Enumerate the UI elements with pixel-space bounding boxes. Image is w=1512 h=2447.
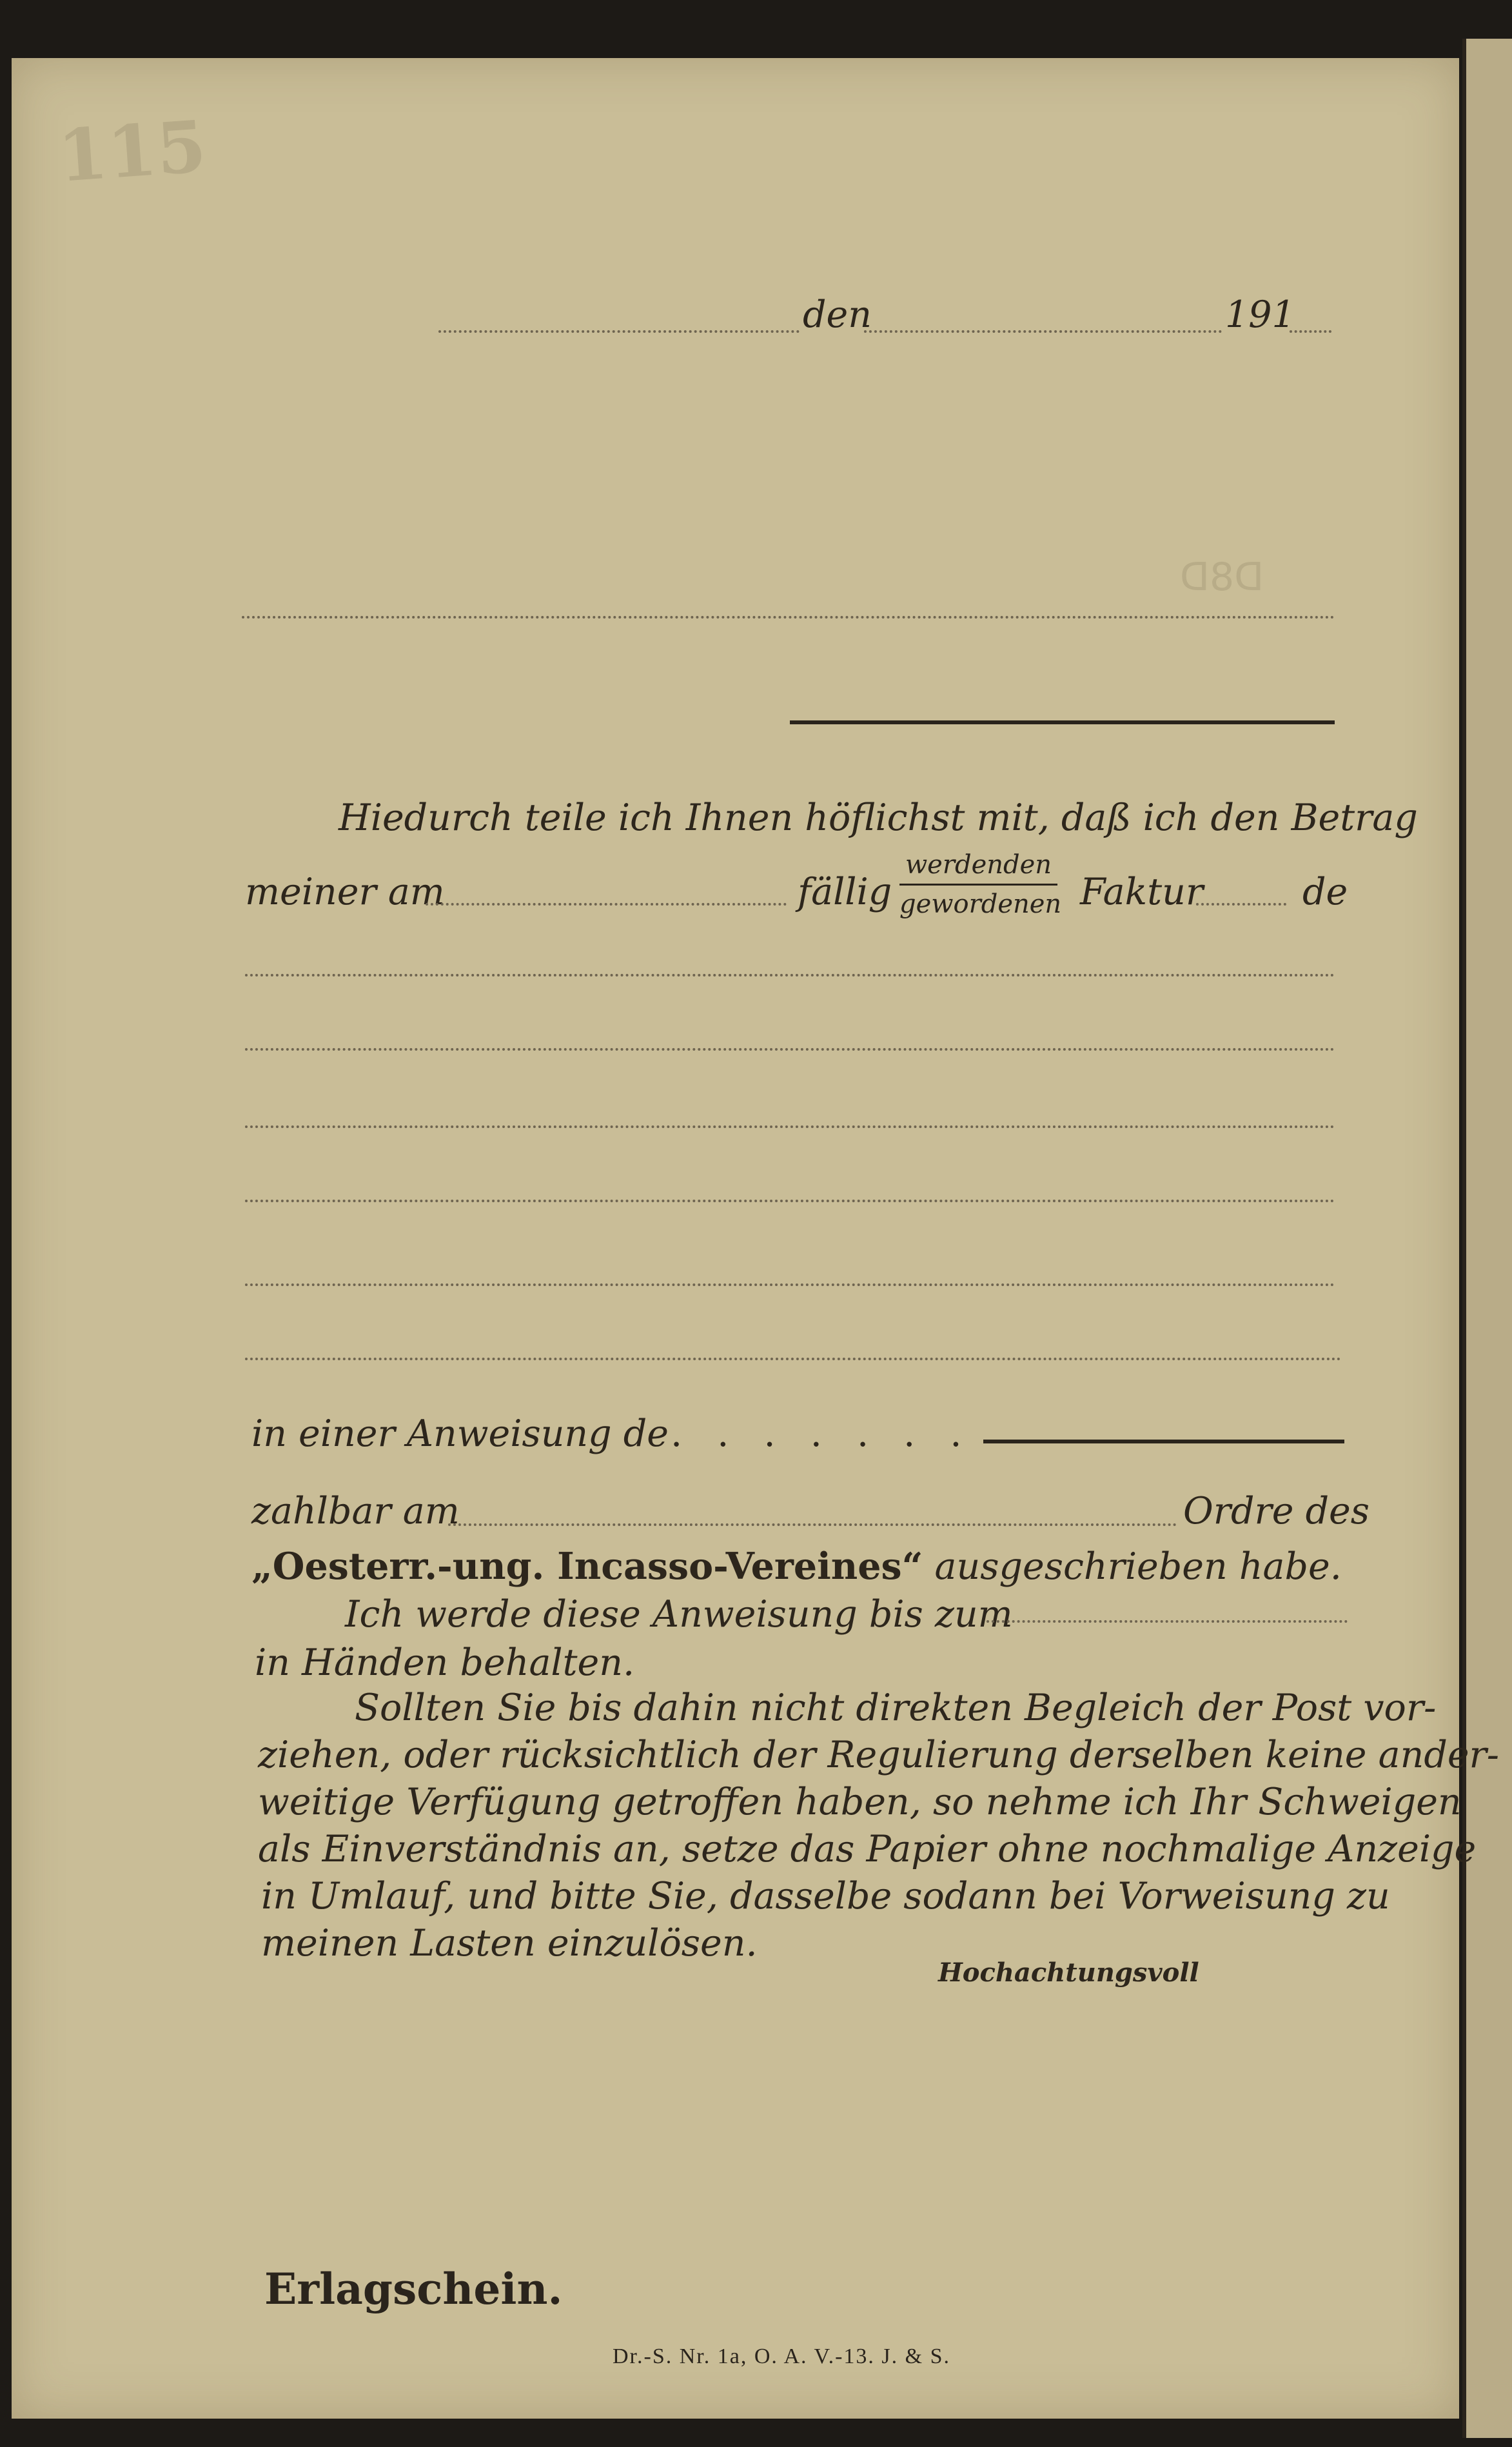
anweisung-dots: . . . . . . . <box>671 1412 974 1455</box>
paragraph-line: meinen Lasten einzulösen. <box>261 1922 758 1965</box>
zahlbar-label: zahlbar am <box>251 1490 460 1532</box>
paragraph-line: weitige Verfügung getroffen haben, so nehme ich Ihr Schweigen <box>258 1781 1462 1823</box>
zahlbar-field[interactable] <box>448 1523 1177 1526</box>
form-title: Erlagschein. <box>264 2264 563 2314</box>
blank-line[interactable] <box>245 974 1335 976</box>
fraction-bar <box>899 884 1057 886</box>
bleed-through-mark: ꓷ8ꓷ <box>1180 555 1264 600</box>
handwritten-number: 115 <box>55 104 209 198</box>
closing-text: Hochachtungsvoll <box>938 1957 1199 1988</box>
recipient-line[interactable] <box>242 616 1335 619</box>
ausgeschrieben-text: ausgeschrieben habe. <box>923 1545 1342 1588</box>
hold-until-line: Ich werde diese Anweisung bis zum <box>345 1593 1013 1636</box>
fraction-option <box>899 850 1062 919</box>
anweisung-field[interactable] <box>983 1440 1344 1443</box>
paragraph-line: in Umlauf, und bitte Sie, dasselbe sodann bei Vorweisung zu <box>261 1875 1390 1917</box>
den-label: den <box>803 293 872 336</box>
hold-line-2: in Händen behalten. <box>255 1641 635 1684</box>
verein-line <box>251 1545 1342 1588</box>
faktur-field[interactable] <box>1196 903 1286 906</box>
paragraph-line: als Einverständnis an, setze das Papier ohne nochmalige Anzeige <box>258 1828 1477 1870</box>
printer-mark: Dr.-S. Nr. 1a, O. A. V.-13. J. & S. <box>613 2344 951 2368</box>
document-page <box>12 58 1459 2419</box>
verein-name: „Oesterr.-ung. Incasso-Vereines“ <box>251 1545 923 1588</box>
year-field[interactable] <box>1290 330 1331 333</box>
ordre-label: Ordre des <box>1183 1490 1370 1532</box>
hold-until-field[interactable] <box>987 1620 1348 1623</box>
year-label: 191 <box>1225 293 1295 336</box>
faktur-label: Faktur <box>1080 871 1204 913</box>
anweisung-label: in einer Anweisung de <box>251 1412 669 1455</box>
paragraph-line: ziehen, oder rücksichtlich der Regulierung derselben keine ander- <box>258 1734 1500 1776</box>
werdenden-option: werdenden <box>905 850 1052 880</box>
blank-line[interactable] <box>245 1200 1335 1202</box>
page-edge <box>1462 39 1512 2438</box>
meiner-am-label: meiner am <box>245 871 445 913</box>
paragraph-line: Sollten Sie bis dahin nicht direkten Begleich der Post vor- <box>355 1687 1437 1729</box>
date-field[interactable] <box>864 330 1222 333</box>
invoice-date-field[interactable] <box>426 903 787 906</box>
gewordenen-option: gewordenen <box>899 889 1062 919</box>
blank-line[interactable] <box>245 1125 1335 1128</box>
blank-line[interactable] <box>245 1283 1335 1286</box>
blank-line[interactable] <box>245 1048 1335 1051</box>
de-label: de <box>1302 871 1348 913</box>
recipient-underline <box>790 720 1335 724</box>
faellig-label: fällig <box>798 871 892 913</box>
blank-line[interactable] <box>245 1358 1341 1360</box>
intro-line: Hiedurch teile ich Ihnen höflichst mit, daß ich den Betrag <box>339 797 1418 839</box>
place-field[interactable] <box>438 330 800 333</box>
